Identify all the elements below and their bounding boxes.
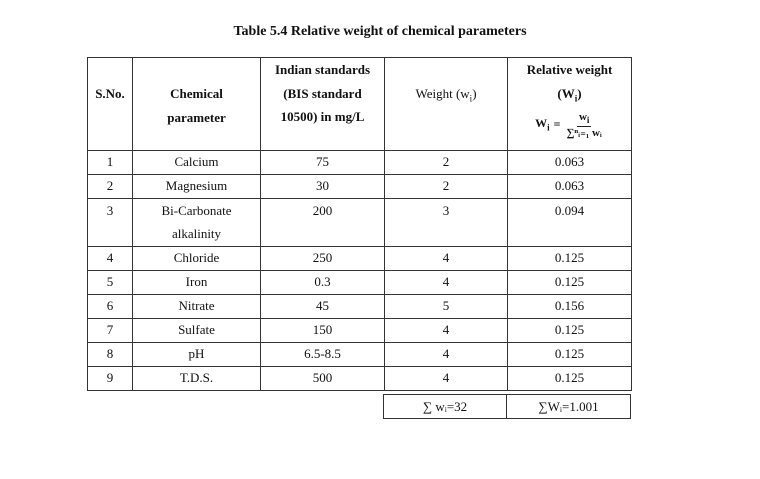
table-row: 3 Bi-Carbonate alkalinity 200 3 0.094 <box>88 199 632 247</box>
table-row: 9 T.D.S. 500 4 0.125 <box>88 367 632 391</box>
relative-weight-table <box>87 57 632 391</box>
header-weight: Weight $(w_i)$ <box>385 58 508 151</box>
header-sno: S.No. <box>88 58 133 151</box>
header-relative-weight <box>508 58 632 151</box>
table-row: 2 Magnesium 30 2 0.063 <box>88 175 632 199</box>
table-title: Table 5.4 Relative weight of chemical parameters <box>233 24 527 39</box>
table-row: 6 Nitrate 45 5 0.156 <box>88 295 632 319</box>
header-standards-line1: Indian standards <box>274 62 371 77</box>
header-standards-line3: 10500) in mg/L <box>280 109 365 124</box>
header-chemical-parameter <box>133 58 261 151</box>
header-chemical-line2: parameter <box>167 109 226 125</box>
relative-weight-formula: $W_i$ = $\frac{w_i}{\text{∑ⁿᵢ₌₁ wᵢ}}$ <box>535 110 602 139</box>
header-relative-line1: Relative weight <box>526 62 613 77</box>
table-header-row <box>88 58 632 151</box>
table-row: 5 Iron 0.3 4 0.125 <box>88 271 632 295</box>
table-row: 8 pH 6.5-8.5 4 0.125 <box>88 343 632 367</box>
header-chemical-line1: Chemical <box>170 86 223 101</box>
table-row: 4 Chloride 250 4 0.125 <box>88 247 632 271</box>
relative-weight-sum: ∑Wᵢ=1.001 <box>507 395 631 419</box>
header-indian-standards <box>261 58 385 151</box>
table-row: 7 Sulfate 150 4 0.125 <box>88 319 632 343</box>
weight-sum: ∑ wᵢ=32 <box>384 395 507 419</box>
header-relative-line2: $(W_i)$ <box>557 85 582 104</box>
table-row: 1 Calcium 75 2 0.063 <box>88 151 632 175</box>
header-standards-line2: (BIS standard <box>283 85 362 101</box>
totals-row <box>383 394 631 419</box>
formula-fraction: $\frac{w_i}{\text{∑ⁿᵢ₌₁ wᵢ}}$ <box>566 110 602 139</box>
